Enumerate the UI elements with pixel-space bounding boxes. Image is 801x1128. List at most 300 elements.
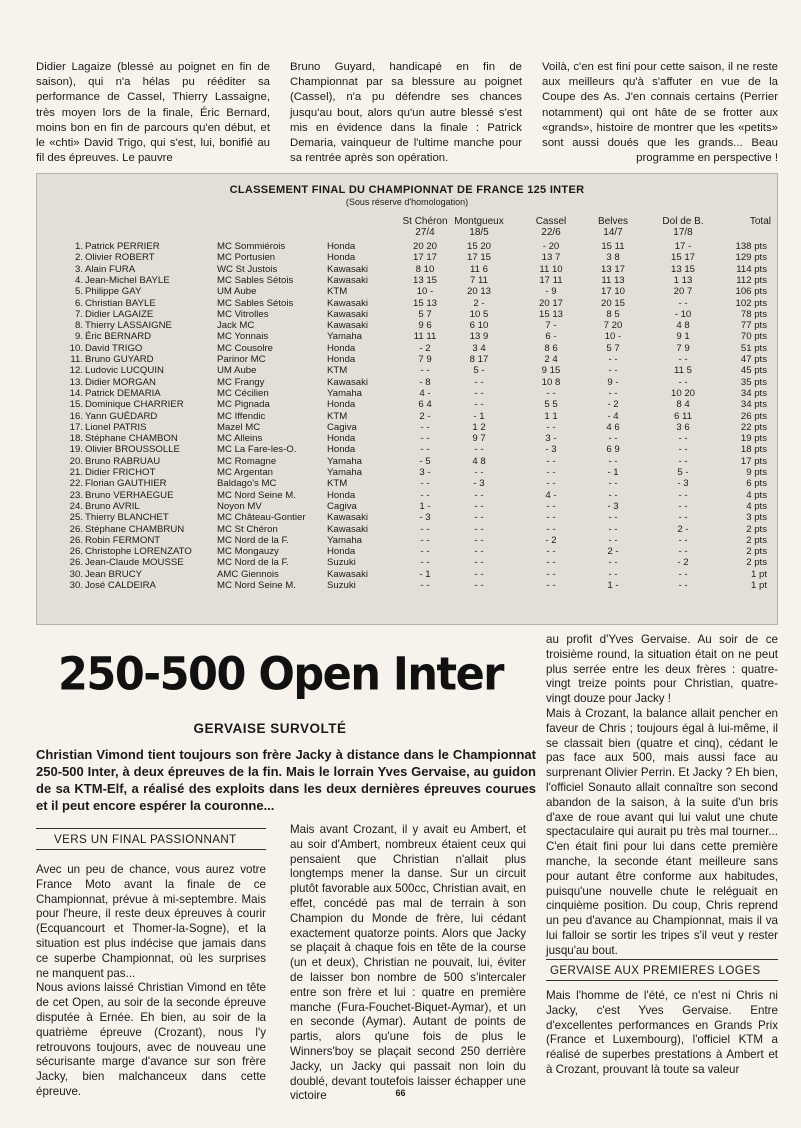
cell-round-4: - -: [608, 354, 618, 365]
cell-rider-name: David TRIGO: [85, 342, 143, 354]
cell-round-3: 1 1: [544, 410, 558, 422]
cell-club: MC Romagne: [217, 455, 277, 467]
cell-round-3: - -: [546, 557, 556, 569]
table-row: [37, 467, 777, 478]
article-subhead: GERVAISE SURVOLTÉ: [193, 721, 347, 736]
cell-rider-name: Ludovic LUCQUIN: [85, 365, 164, 377]
cell-make: Yamaha: [327, 331, 363, 343]
cell-round-2: 7 11: [470, 274, 488, 286]
cell-round-1: - -: [420, 534, 430, 546]
cell-round-5: 6 11: [674, 410, 692, 422]
cell-round-4: - -: [608, 512, 618, 524]
table-row: [37, 241, 777, 252]
cell-rank: 2.: [74, 252, 83, 264]
cell-make: Suzuki: [327, 557, 356, 569]
cell-round-4: - 4: [607, 410, 619, 422]
cell-rank: 23.: [69, 489, 83, 501]
cell-make: Honda: [327, 489, 356, 501]
cell-rider-name: Didier LAGAIZE: [85, 308, 154, 320]
cell-make: Yamaha: [327, 387, 363, 399]
cell-rank: 26.: [69, 557, 83, 569]
cell-rider-name: Didier MORGAN: [85, 376, 156, 388]
cell-total: 3 pts: [746, 512, 767, 524]
cell-club: WC St Justois: [217, 263, 278, 275]
cell-round-3: 10 8: [541, 376, 561, 388]
cell-make: Kawasaki: [327, 308, 369, 320]
cell-round-1: - -: [420, 580, 430, 591]
cell-round-5: - -: [678, 297, 688, 309]
page-number: 66: [395, 1088, 406, 1098]
standings-title: CLASSEMENT FINAL DU CHAMPIONNAT DE FRANCE 125 INTER: [229, 184, 585, 196]
cell-round-3: - -: [546, 421, 556, 433]
cell-round-1: - -: [420, 433, 430, 445]
cell-round-2: 17 15: [466, 252, 491, 264]
cell-round-3: - 9: [545, 286, 557, 298]
cell-round-1: - -: [420, 421, 430, 433]
cell-rider-name: Philippe GAY: [85, 286, 142, 298]
cell-make: Honda: [327, 252, 356, 264]
cell-rider-name: Stéphane CHAMBON: [85, 433, 178, 445]
cell-rank: 24.: [69, 500, 83, 512]
cell-club: MC Yonnais: [217, 331, 269, 343]
cell-round-4: 11 13: [601, 274, 625, 286]
cell-rider-name: Bruno VERHAEGUE: [85, 489, 174, 501]
cell-rank: 10.: [69, 342, 83, 354]
cell-total: 129 pts: [735, 252, 767, 264]
table-row: [37, 444, 777, 455]
cell-club: UM Aube: [217, 286, 257, 298]
cell-round-5: 11 5: [674, 365, 692, 377]
cell-club: UM Aube: [217, 365, 257, 377]
table-row: [37, 365, 777, 376]
table-row: [37, 343, 777, 354]
cell-rider-name: Patrick DEMARIA: [85, 387, 161, 399]
cell-club: Jack MC: [217, 320, 255, 332]
cell-round-3: 5 5: [544, 399, 558, 411]
cell-club: Mazel MC: [217, 421, 261, 433]
cell-round-1: 3 -: [419, 467, 431, 478]
cell-round-2: - -: [474, 523, 484, 535]
cell-round-3: 20 17: [538, 297, 563, 309]
cell-round-4: 13 17: [600, 263, 625, 275]
cell-make: Honda: [327, 433, 356, 445]
cell-round-4: 10 -: [604, 331, 622, 343]
cell-round-3: 6 -: [545, 331, 557, 343]
cell-make: Kawasaki: [327, 523, 369, 535]
cell-total: 45 pts: [740, 365, 767, 377]
cell-round-1: 10 -: [416, 286, 434, 298]
cell-round-4: - 2: [607, 399, 619, 411]
cell-round-1: - 8: [419, 376, 431, 388]
cell-rank: 16.: [69, 410, 83, 422]
cell-rider-name: Didier FRICHOT: [85, 467, 156, 478]
cell-round-1: 13 15: [412, 274, 437, 286]
round-header-3: Cassel 22/6: [535, 216, 567, 238]
cell-round-3: 17 11: [539, 274, 563, 286]
cell-total: 106 pts: [735, 286, 767, 298]
cell-round-3: - -: [546, 546, 556, 558]
cell-round-1: - -: [420, 546, 430, 558]
cell-total: 112 pts: [736, 274, 767, 286]
cell-round-2: - -: [474, 568, 484, 580]
cell-total: 114 pts: [736, 263, 767, 275]
cell-rank: 26.: [69, 534, 83, 546]
cell-round-2: 4 8: [472, 455, 486, 467]
cell-total: 6 pts: [746, 478, 767, 490]
cell-round-2: 6 10: [469, 320, 489, 332]
table-row: [37, 309, 777, 320]
cell-round-4: - -: [608, 478, 618, 490]
cell-round-4: - -: [608, 523, 618, 535]
round-header-5: Dol de B. 17/8: [662, 216, 704, 238]
cell-round-2: - -: [474, 557, 484, 569]
cell-round-2: - -: [474, 444, 484, 456]
cell-make: KTM: [327, 410, 348, 422]
cell-club: MC Alleins: [217, 433, 263, 445]
cell-round-5: 8 4: [676, 399, 690, 411]
cell-rider-name: Florian GAUTHIER: [85, 478, 167, 490]
cell-club: MC Pignada: [217, 399, 270, 411]
cell-round-2: - -: [474, 376, 484, 388]
cell-rank: 11.: [70, 354, 83, 365]
cell-make: Honda: [327, 546, 356, 558]
cell-club: MC Sables Sétois: [217, 274, 294, 286]
table-row: [37, 490, 777, 501]
section-heading-1: VERS UN FINAL PASSIONNANT: [36, 828, 266, 850]
table-row: [37, 377, 777, 388]
cell-round-3: 15 13: [538, 308, 563, 320]
cell-make: KTM: [327, 365, 348, 377]
table-row: [37, 286, 777, 297]
cell-round-2: 5 -: [473, 365, 485, 377]
cell-round-3: 11 10: [539, 263, 563, 275]
cell-club: AMC Giennois: [217, 568, 279, 580]
cell-round-5: - -: [678, 354, 688, 365]
article-column-3: [546, 633, 778, 959]
cell-round-3: - -: [546, 580, 556, 591]
cell-round-4: - -: [608, 489, 618, 501]
cell-round-4: 8 5: [606, 308, 620, 320]
cell-rider-name: Bruno RABRUAU: [85, 455, 161, 467]
paragraph: Mais avant Crozant, il y avait eu Ambert, et au soir d'Ambert, nombreux étaient ceux qui pensaient que Christian n'allait plus longtemps mener la danse. Sur un circuit plutôt favorable aux 500cc, Christian avait, en effet, concédé pas mal de terrain à son Champion du Monde de frère, lui cédant exactement quatorze points. Alors que Jacky se plaçait à chaque fois en tête de la course (un et deux), Christian ne pouvait, lui, éviter de laisser bon nombre de 500 s'intercaler entre son frère et lui : quatre en première manche (Fura-Fouchet-Biquet-Aymar), et un en seconde (Aymar). Autant de points de partis, alors qu'une fois de plus le Winners'boy se plaçait second 250 derrière Jacky, un Jacky qui passait non loin du doublé, devant toutefois laisser échapper une victoire: [290, 823, 526, 1103]
cell-rider-name: Bruno GUYARD: [85, 354, 154, 365]
cell-make: Yamaha: [327, 467, 363, 478]
cell-make: Kawasaki: [327, 297, 369, 309]
table-row: [37, 478, 777, 489]
cell-total: 1 pt: [750, 568, 767, 580]
cell-make: Cagiva: [327, 500, 357, 512]
cell-round-2: - -: [474, 500, 484, 512]
cell-make: Kawasaki: [327, 512, 369, 524]
cell-total: 77 pts: [740, 320, 767, 332]
cell-round-3: 9 15: [541, 365, 561, 377]
cell-make: KTM: [327, 286, 348, 298]
cell-round-2: 20 13: [466, 286, 491, 298]
cell-round-5: - -: [678, 534, 688, 546]
article-headline: 250-500 Open Inter: [58, 648, 503, 702]
table-row: [37, 512, 777, 523]
cell-make: Kawasaki: [327, 320, 369, 332]
cell-round-4: 15 11: [601, 241, 625, 252]
cell-club: MC Nord de la F.: [217, 557, 289, 569]
paragraph: Nous avions laissé Christian Vimond en tête de cet Open, au soir de la seconde épreuve disputée à Ernée. Eh bien, au soir de la quatrième épreuve (Crozant), nous l'y retrouvons toujours, avec de nouveau une sécurisante marge d'avance sur son frère Jacky, bien malchanceux dans cette épreuve.: [36, 981, 266, 1098]
cell-round-3: - -: [546, 455, 556, 467]
cell-round-5: - -: [678, 568, 688, 580]
cell-round-3: - -: [546, 512, 556, 524]
cell-round-3: 13 7: [541, 252, 561, 264]
cell-club: MC St Chéron: [217, 523, 278, 535]
cell-club: MC La Fare-les-O.: [217, 444, 297, 456]
cell-total: 102 pts: [735, 297, 767, 309]
table-row: [37, 546, 777, 557]
cell-round-1: 2 -: [419, 410, 431, 422]
cell-make: Honda: [327, 354, 356, 365]
round-header-2: Montgueux 18/5: [454, 216, 504, 238]
cell-round-2: - -: [474, 387, 484, 399]
cell-round-2: 15 20: [466, 241, 491, 252]
cell-round-1: 9 6: [418, 320, 432, 332]
cell-round-1: 4 -: [419, 387, 431, 399]
total-header: Total: [749, 216, 771, 227]
cell-round-2: 3 4: [472, 342, 486, 354]
table-row: [37, 535, 777, 546]
cell-round-2: - -: [474, 580, 484, 591]
table-row: [37, 252, 777, 263]
cell-round-5: - -: [678, 580, 688, 591]
cell-rank: 5.: [74, 286, 83, 298]
cell-club: MC Argentan: [217, 467, 273, 478]
cell-rider-name: José CALDEIRA: [85, 580, 156, 591]
cell-round-1: - 2: [419, 342, 431, 354]
cell-rank: 20.: [69, 455, 83, 467]
cell-rider-name: Thierry LASSAIGNE: [85, 320, 172, 332]
top-column-2: Bruno Guyard, handicapé en fin de Championnat par sa blessure au poignet (Cassel), n'a pu défendre ses chances jusqu'au bout, alors qu'un autre blessé s'est mis en évidence dans la finale : Patrick Demaria, vainqueur de l'ultime manche pour sa rentrée après son opération.: [290, 61, 522, 165]
cell-club: MC Nord Seine M.: [217, 489, 296, 501]
cell-round-1: 17 17: [412, 252, 437, 264]
cell-rider-name: Olivier ROBERT: [85, 252, 155, 264]
cell-round-1: - 1: [419, 568, 431, 580]
cell-round-5: 10 20: [670, 387, 695, 399]
cell-rider-name: Alain FURA: [85, 263, 136, 275]
cell-round-4: 7 20: [603, 320, 623, 332]
cell-total: 34 pts: [740, 387, 767, 399]
cell-round-3: 4 -: [545, 489, 557, 501]
table-row: [37, 501, 777, 512]
cell-round-2: - 3: [473, 478, 485, 490]
table-row: [37, 264, 777, 275]
cell-rank: 26.: [69, 546, 83, 558]
cell-round-2: - -: [474, 534, 484, 546]
cell-club: Noyon MV: [217, 500, 262, 512]
cell-round-5: - -: [678, 455, 688, 467]
cell-rank: 15.: [69, 399, 83, 411]
cell-round-2: 11 6: [470, 263, 488, 275]
cell-club: MC Cécilien: [217, 387, 269, 399]
cell-round-4: - -: [608, 568, 618, 580]
cell-make: Honda: [327, 399, 356, 411]
cell-make: Kawasaki: [327, 376, 369, 388]
cell-total: 47 pts: [740, 354, 767, 365]
cell-round-5: 3 6: [676, 421, 690, 433]
cell-round-1: - -: [420, 444, 430, 456]
cell-round-5: 15 17: [670, 252, 695, 264]
cell-make: Yamaha: [327, 455, 363, 467]
cell-round-1: - -: [420, 478, 430, 490]
cell-round-4: 20 15: [600, 297, 625, 309]
cell-total: 51 pts: [740, 342, 767, 354]
cell-round-1: 11 11: [413, 331, 437, 343]
cell-round-2: - -: [474, 489, 484, 501]
table-row: [37, 298, 777, 309]
cell-round-5: - -: [678, 500, 688, 512]
cell-round-4: - -: [608, 365, 618, 377]
cell-rider-name: Jean-Claude MOUSSE: [85, 557, 184, 569]
cell-round-3: - 2: [545, 534, 557, 546]
cell-round-4: 4 6: [606, 421, 620, 433]
cell-round-5: - -: [678, 512, 688, 524]
cell-round-4: - -: [608, 455, 618, 467]
table-row: [37, 331, 777, 342]
cell-round-5: - -: [678, 489, 688, 501]
cell-rank: 9.: [74, 331, 83, 343]
cell-round-2: - -: [474, 546, 484, 558]
cell-round-5: 2 -: [677, 523, 689, 535]
cell-round-2: 10 5: [469, 308, 489, 320]
cell-make: Yamaha: [327, 534, 363, 546]
cell-round-4: 2 -: [607, 546, 619, 558]
cell-round-1: 1 -: [419, 500, 431, 512]
cell-total: 78 pts: [740, 308, 767, 320]
cell-total: 138 pts: [735, 241, 767, 252]
cell-rank: 14.: [69, 387, 83, 399]
cell-rider-name: Lionel PATRIS: [85, 421, 147, 433]
top-columns: [36, 60, 776, 170]
table-row: [37, 456, 777, 467]
cell-round-4: 6 9: [606, 444, 620, 456]
cell-round-2: 1 2: [472, 421, 486, 433]
table-row: [37, 275, 777, 286]
round-header-1: St Chéron 27/4: [402, 216, 448, 238]
cell-round-5: - -: [678, 433, 688, 445]
cell-total: 2 pts: [746, 523, 767, 535]
cell-rank: 8.: [74, 320, 83, 332]
cell-round-2: - 1: [473, 410, 485, 422]
cell-round-5: - -: [678, 444, 688, 456]
cell-round-3: - -: [546, 467, 556, 478]
cell-round-5: 9 1: [676, 331, 690, 343]
cell-round-5: 5 -: [677, 467, 689, 478]
table-row: [37, 580, 777, 591]
cell-total: 35 pts: [740, 376, 767, 388]
cell-club: MC Nord Seine M.: [217, 580, 296, 591]
cell-make: Kawasaki: [327, 568, 369, 580]
cell-make: Cagiva: [327, 421, 357, 433]
cell-club: MC Mongauzy: [217, 546, 279, 558]
table-row: [37, 569, 777, 580]
round-header-4: Belves 14/7: [597, 216, 628, 238]
cell-total: 9 pts: [746, 467, 767, 478]
cell-round-1: 8 10: [415, 263, 435, 275]
cell-round-1: - -: [420, 489, 430, 501]
cell-rider-name: Patrick PERRIER: [85, 241, 160, 252]
cell-total: 18 pts: [740, 444, 767, 456]
article-column-4: [546, 989, 778, 1078]
cell-round-2: 2 -: [473, 297, 485, 309]
cell-rider-name: Jean BRUCY: [85, 568, 143, 580]
cell-round-1: 15 13: [412, 297, 437, 309]
cell-club: MC Portusien: [217, 252, 276, 264]
cell-round-4: 17 10: [600, 286, 625, 298]
cell-total: 1 pt: [750, 580, 767, 591]
cell-round-1: - -: [420, 523, 430, 535]
cell-round-2: - -: [474, 399, 484, 411]
table-row: [37, 422, 777, 433]
cell-round-5: 4 8: [676, 320, 690, 332]
cell-round-5: - 3: [677, 478, 689, 490]
table-row: [37, 320, 777, 331]
cell-rank: 18.: [69, 433, 83, 445]
table-row: [37, 411, 777, 422]
cell-round-5: 17 -: [674, 241, 692, 252]
cell-round-3: 7 -: [545, 320, 557, 332]
cell-rider-name: Christophe LORENZATO: [85, 546, 192, 558]
cell-rank: 7.: [74, 308, 83, 320]
cell-rank: 4.: [74, 274, 83, 286]
cell-make: Suzuki: [327, 580, 356, 591]
cell-club: MC Vitrolles: [217, 308, 269, 320]
cell-make: Honda: [327, 241, 356, 252]
cell-round-3: - -: [546, 478, 556, 490]
cell-total: 70 pts: [740, 331, 767, 343]
cell-club: MC Château-Gontier: [217, 512, 306, 524]
cell-club: MC Nord de la F.: [217, 534, 289, 546]
cell-round-3: 3 -: [545, 433, 557, 445]
cell-rider-name: Jean-Michel BAYLE: [85, 274, 170, 286]
cell-total: 34 pts: [740, 399, 767, 411]
cell-round-5: 20 7: [673, 286, 693, 298]
cell-round-4: 5 7: [606, 342, 620, 354]
cell-rank: 13.: [69, 376, 83, 388]
cell-round-5: - -: [678, 546, 688, 558]
table-row: [37, 399, 777, 410]
cell-round-5: - 10: [674, 308, 692, 320]
cell-rider-name: Stéphane CHAMBRUN: [85, 523, 185, 535]
article-lead: Christian Vimond tient toujours son frère Jacky à distance dans le Championnat 250-500 Inter, à deux épreuves de la fin. Mais le lorrain Yves Gervaise, au guidon de sa KTM-Elf, a réalisé des exploits dans les deux dernières épreuves courues et il peut encore espérer la couronne...: [36, 747, 536, 813]
cell-rank: 22.: [69, 478, 83, 490]
cell-round-1: 6 4: [418, 399, 432, 411]
cell-rider-name: Yann GUÉDARD: [85, 410, 158, 422]
cell-total: 2 pts: [746, 557, 767, 569]
cell-round-3: - -: [546, 387, 556, 399]
cell-round-1: 20 20: [412, 241, 437, 252]
cell-round-2: - -: [474, 467, 484, 478]
cell-rank: 30.: [69, 580, 83, 591]
cell-round-4: - -: [608, 557, 618, 569]
cell-round-2: 9 7: [472, 433, 486, 445]
cell-rank: 12.: [69, 365, 83, 377]
paragraph: au profit d'Yves Gervaise. Au soir de ce troisième round, la situation était on ne peut plus serrée entre les deux frères : quatre-vingt treize points pour Christian, quatre-vingt douze pour Jacky !: [546, 633, 778, 706]
cell-round-3: - -: [546, 523, 556, 535]
cell-rank: 21.: [69, 467, 83, 478]
cell-rider-name: Olivier BROUSSOLLE: [85, 444, 180, 456]
cell-round-2: 13 9: [469, 331, 489, 343]
cell-total: 2 pts: [746, 534, 767, 546]
article-column-2: [290, 823, 526, 1104]
cell-club: MC Sommiérois: [217, 241, 286, 252]
top-column-1: Didier Lagaize (blessé au poignet en fin de saison), qui n'a hélas pu rééditer sa performance de Cassel, Thierry Lassaigne, très moyen lors de la finale, Éric Bernard, moins bon en fin de parcours qu'en début, et le «chti» David Trigo, qui s'est, lui, bonifié au fil des épreuves. Le pauvre: [36, 61, 270, 165]
cell-round-4: - 1: [607, 467, 619, 478]
cell-round-2: 8 17: [469, 354, 489, 365]
